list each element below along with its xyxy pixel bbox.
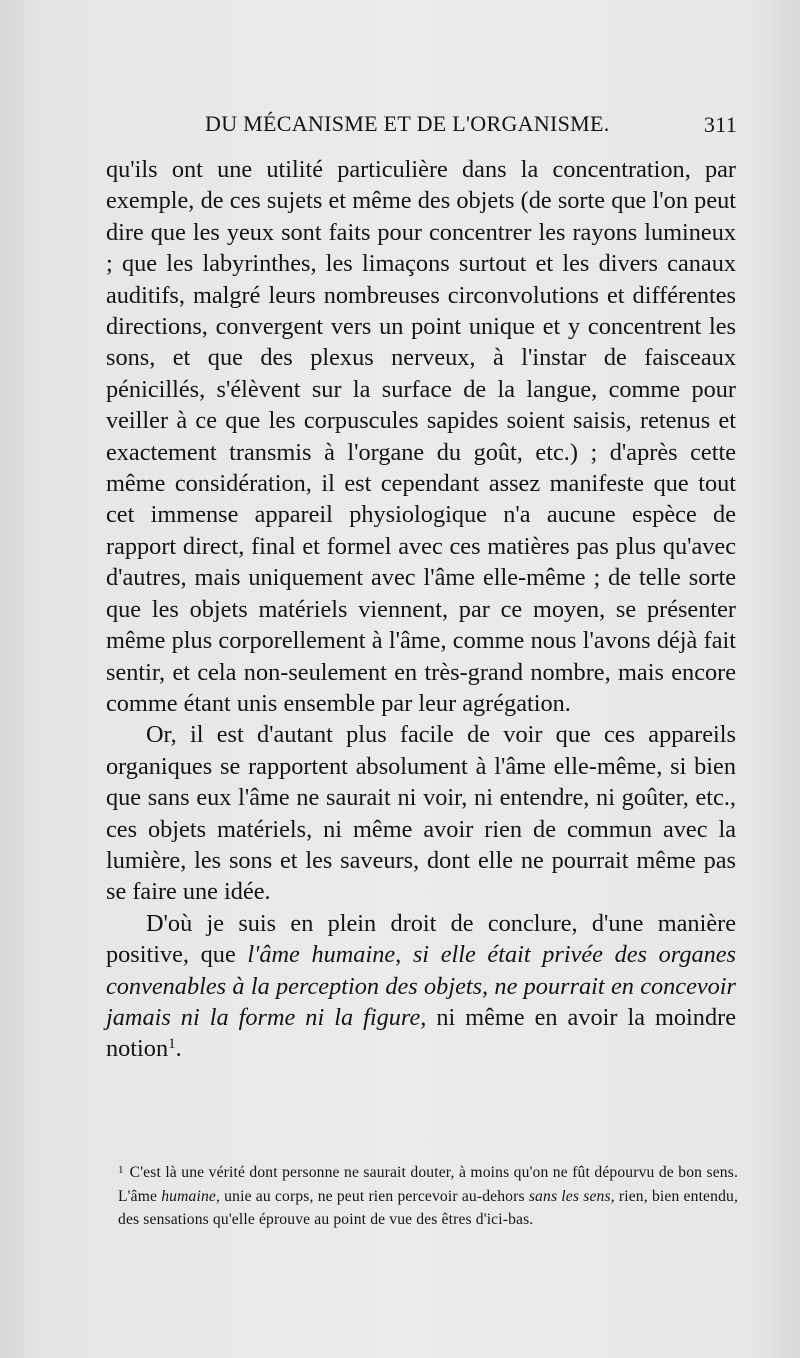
paragraph-conclusion <box>106 908 736 1065</box>
italic-emphasis: l'âme humaine, si elle était privée des organes convenables à la perception des objets, ne pourrait en concevoir jamais ni la forme ni la figure, <box>106 941 736 1031</box>
footnote-text: C'est là une vérité dont personne ne saurait douter, à moins qu'on ne fût dépourvu de bon sens. L'âme <box>118 1164 738 1205</box>
paragraph-text: D'où je suis en plein droit de conclure, d'une manière positive, que <box>106 909 736 969</box>
footnote-italic: humaine <box>161 1187 216 1205</box>
paragraph-continued: qu'ils ont une utilité particulière dans la concentration, par exemple, de ces sujets et même des objets (de sorte que l'on peut dire que les yeux sont faits pour concentrer les rayons lumineux ; que les labyrinthes, les limaçons surtout et les divers canaux auditifs, malgré leurs nombreuses circonvolutions et différentes directions, convergent vers un point unique et y concentrent les sons, et que des plexus nerveux, à l'instar de faisceaux pénicillés, s'élèvent sur la surface de la langue, comme pour veiller à ce que les corpuscules sapides soient saisis, retenus et exactement transmis à l'organe du goût, etc.) ; d'après cette même considération, il est cependant assez manifeste que tout cet immense appareil physiologique n'a aucune espèce de rapport direct, final et formel avec ces matières pas plus qu'avec d'autres, mais uniquement avec l'âme elle-même ; de telle sorte que les objets matériels viennent, par ce moyen, se présenter même plus corporellement à l'âme, comme nous l'avons déjà fait sentir, et cela non-seulement en très-grand nombre, mais encore comme étant unis ensemble par leur agrégation. <box>106 156 736 717</box>
running-header <box>205 111 737 145</box>
footnote-marker: 1 <box>118 1164 124 1176</box>
running-title: DU MÉCANISME ET DE L'ORGANISME. <box>205 111 610 136</box>
page-number: 311 <box>703 112 737 137</box>
footnote-text: , rien, bien entendu, des sensations qu'elle éprouve au point de vue des êtres d'ici-bas. <box>118 1187 739 1229</box>
footnote-reference: 1 <box>168 1036 176 1053</box>
footnote <box>118 1159 738 1232</box>
footnote-italic: sans les sens <box>528 1187 611 1205</box>
paragraph: Or, il est d'autant plus facile de voir que ces appareils organiques se rapportent absolument à l'âme elle-même, si bien que sans eux l'âme ne saurait ni voir, ni entendre, ni goûter, etc., ces objets matériels, ni même avoir rien de commun avec la lumière, les sons et les saveurs, dont elle ne pourrait même pas se faire une idée. <box>106 721 736 906</box>
paragraph-text: . <box>175 1035 182 1063</box>
paragraph-text: ni même en avoir la moindre notion <box>106 1003 736 1063</box>
main-text <box>106 154 736 1065</box>
footnote-text: , unie au corps, ne peut rien percevoir au-dehors <box>215 1187 529 1205</box>
